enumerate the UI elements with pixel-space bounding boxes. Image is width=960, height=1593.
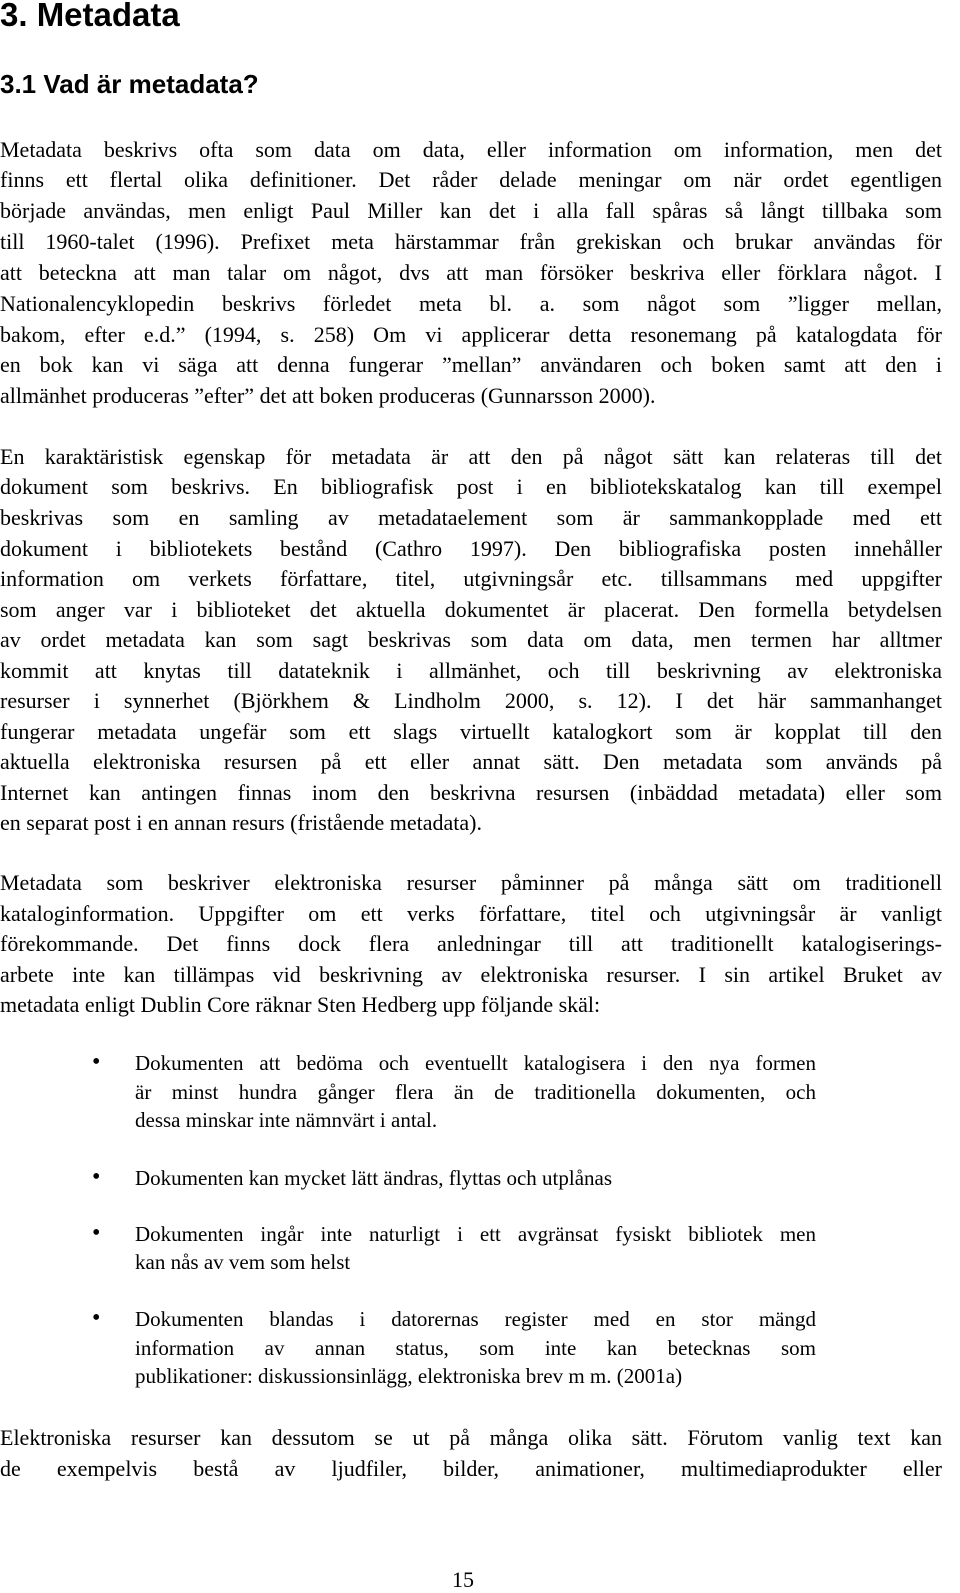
text-line: Nationalencyklopedin beskrivs förledet meta bl. a. som något som ”ligger mellan, xyxy=(0,291,942,316)
text-line: resurser i synnerhet (Björkhem & Lindholm 2000, s. 12). I det här sammanhanget xyxy=(0,688,942,713)
text-line: kataloginformation. Uppgifter om ett verks författare, titel och utgivningsår är vanligt xyxy=(0,901,942,926)
text-line: en separat post i en annan resurs (fristående metadata). xyxy=(0,810,482,835)
text-line: av ordet metadata kan som sagt beskrivas som data om data, men termen har alltmer xyxy=(0,627,942,652)
text-line: arbete inte kan tillämpas vid beskrivning av elektroniska resurser. I sin artikel Bruket av xyxy=(0,962,942,987)
text-line: metadata enligt Dublin Core räknar Sten Hedberg upp följande skäl: xyxy=(0,992,601,1017)
text-line: finns ett flertal olika definitioner. Det råder delade meningar om när ordet egentligen xyxy=(0,167,942,192)
text-line: de exempelvis bestå av ljudfiler, bilder, animationer, multimediaprodukter eller xyxy=(0,1456,942,1481)
text-line: aktuella elektroniska resursen på ett eller annat sätt. Den metadata som används på xyxy=(0,749,942,774)
text-line: Dokumenten kan mycket lätt ändras, flyttas och utplånas xyxy=(135,1166,613,1190)
bullet-icon: • xyxy=(92,1305,101,1331)
section-heading: 3.1 Vad är metadata? xyxy=(0,69,259,99)
text-line: är minst hundra gånger flera än de traditionella dokumenten, och xyxy=(135,1080,816,1104)
page-number: 15 xyxy=(452,1567,474,1592)
text-line: Dokumenten att bedöma och eventuellt katalogisera i den nya formen xyxy=(135,1051,816,1075)
text-line: dokument som beskrivs. En bibliografisk post i en bibliotekskatalog kan till exempel xyxy=(0,474,942,499)
text-line: Metadata beskrivs ofta som data om data, eller information om information, men det xyxy=(0,137,942,162)
text-line: Dokumenten blandas i datorernas register med en stor mängd xyxy=(135,1307,816,1331)
text-line: till 1960-talet (1996). Prefixet meta härstammar från grekiskan och brukar användas för xyxy=(0,229,942,254)
bullet-icon: • xyxy=(92,1049,101,1075)
text-line: Metadata som beskriver elektroniska resurser påminner på många sätt om traditionell xyxy=(0,870,942,895)
bullet-icon: • xyxy=(92,1164,101,1190)
text-line: som anger var i biblioteket det aktuella dokumentet är placerat. Den formella betydelsen xyxy=(0,597,942,622)
text-line: att beteckna att man talar om något, dvs att man försöker beskriva eller förklara något. I xyxy=(0,260,942,285)
text-line: allmänhet produceras ”efter” det att boken produceras (Gunnarsson 2000). xyxy=(0,383,656,408)
text-line: dessa minskar inte nämnvärt i antal. xyxy=(135,1108,438,1132)
text-line: information om verkets författare, titel, utgivningsår etc. tillsammans med uppgifter xyxy=(0,566,942,591)
text-line: information av annan status, som inte kan betecknas som xyxy=(135,1336,816,1360)
text-line: kommit att knytas till datateknik i allmänhet, och till beskrivning av elektroniska xyxy=(0,658,942,683)
text-line: fungerar metadata ungefär som ett slags virtuellt katalogkort som är kopplat till den xyxy=(0,719,942,744)
text-line: dokument i bibliotekets bestånd (Cathro 1997). Den bibliografiska posten innehåller xyxy=(0,536,942,561)
text-line: Elektroniska resurser kan dessutom se ut på många olika sätt. Förutom vanlig text kan xyxy=(0,1425,942,1450)
text-line: började användas, men enligt Paul Miller kan det i alla fall spåras så långt tillbaka som xyxy=(0,198,942,223)
text-line: Dokumenten ingår inte naturligt i ett avgränsat fysiskt bibliotek men xyxy=(135,1222,816,1246)
text-line: publikationer: diskussionsinlägg, elektroniska brev m m. (2001a) xyxy=(135,1364,683,1388)
text-line: en bok kan vi säga att denna fungerar ”mellan” användaren och boken samt att den i xyxy=(0,352,942,377)
text-line: förekommande. Det finns dock flera anledningar till att traditionellt katalogiserings- xyxy=(0,931,942,956)
text-line: beskrivas som en samling av metadataelement som är sammankopplade med ett xyxy=(0,505,942,530)
text-line: En karaktäristisk egenskap för metadata är att den på något sätt kan relateras till det xyxy=(0,444,942,469)
chapter-heading: 3. Metadata xyxy=(0,0,180,33)
text-line: kan nås av vem som helst xyxy=(135,1250,351,1274)
text-line: Internet kan antingen finnas inom den beskrivna resursen (inbäddad metadata) eller som xyxy=(0,780,942,805)
bullet-icon: • xyxy=(92,1220,101,1246)
text-line: bakom, efter e.d.” (1994, s. 258) Om vi applicerar detta resonemang på katalogdata för xyxy=(0,322,942,347)
